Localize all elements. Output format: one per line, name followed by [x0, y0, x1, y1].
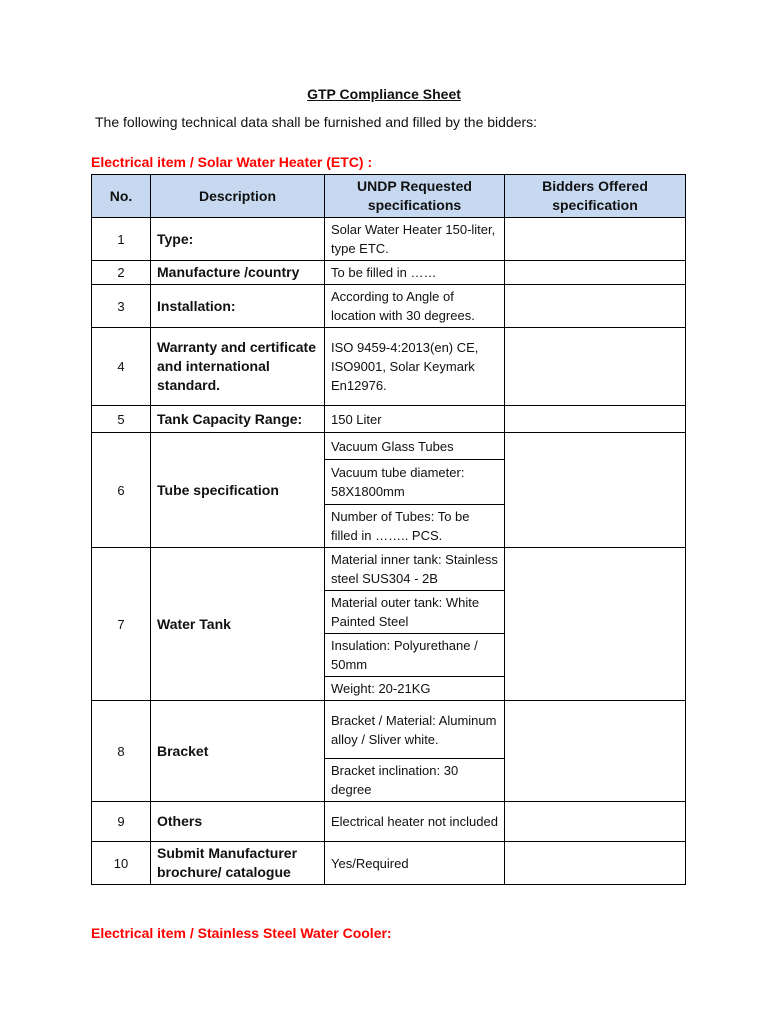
header-undp-specifications: UNDP Requested specifications — [325, 175, 505, 218]
row-spec: Bracket / Material: Aluminum alloy / Sliver white. — [325, 701, 505, 759]
row-spec: Solar Water Heater 150-liter, type ETC. — [325, 218, 505, 261]
row-description: Bracket — [151, 701, 325, 802]
bidder-entry-cell[interactable] — [505, 842, 686, 885]
row-no: 8 — [92, 701, 151, 802]
bidder-entry-cell[interactable] — [505, 261, 686, 285]
section-title-solar-water-heater: Electrical item / Solar Water Heater (ETC) : — [91, 154, 373, 170]
row-no: 4 — [92, 328, 151, 406]
row-description: Warranty and certificate and international standard. — [151, 328, 325, 406]
row-description: Type: — [151, 218, 325, 261]
row-spec: Vacuum Glass Tubes — [325, 433, 505, 460]
row-description: Installation: — [151, 285, 325, 328]
header-bidders-specification: Bidders Offered specification — [505, 175, 686, 218]
row-no: 7 — [92, 548, 151, 701]
row-description: Water Tank — [151, 548, 325, 701]
page-title: GTP Compliance Sheet — [307, 86, 461, 102]
intro-text: The following technical data shall be furnished and filled by the bidders: — [95, 114, 538, 130]
bidder-entry-cell[interactable] — [505, 406, 686, 433]
row-spec: Material inner tank: Stainless steel SUS304 - 2B — [325, 548, 505, 591]
row-spec: Vacuum tube diameter: 58X1800mm — [325, 460, 505, 505]
row-spec: According to Angle of location with 30 degrees. — [325, 285, 505, 328]
row-no: 9 — [92, 802, 151, 842]
row-spec: Electrical heater not included — [325, 802, 505, 842]
header-description: Description — [151, 175, 325, 218]
row-description: Manufacture /country — [151, 261, 325, 285]
compliance-table — [91, 174, 686, 885]
row-no: 10 — [92, 842, 151, 885]
row-spec: Yes/Required — [325, 842, 505, 885]
bidder-entry-cell[interactable] — [505, 701, 686, 802]
row-spec: Weight: 20-21KG — [325, 677, 505, 701]
row-no: 5 — [92, 406, 151, 433]
row-spec: 150 Liter — [325, 406, 505, 433]
section-title-water-cooler: Electrical item / Stainless Steel Water Cooler: — [91, 925, 392, 941]
row-description: Tank Capacity Range: — [151, 406, 325, 433]
row-spec: To be filled in …… — [325, 261, 505, 285]
bidder-entry-cell[interactable] — [505, 548, 686, 701]
row-no: 2 — [92, 261, 151, 285]
bidder-entry-cell[interactable] — [505, 218, 686, 261]
bidder-entry-cell[interactable] — [505, 802, 686, 842]
row-description: Tube specification — [151, 433, 325, 548]
row-description: Submit Manufacturer brochure/ catalogue — [151, 842, 325, 885]
row-spec: ISO 9459-4:2013(en) CE, ISO9001, Solar Keymark En12976. — [325, 328, 505, 406]
bidder-entry-cell[interactable] — [505, 433, 686, 548]
row-spec: Number of Tubes: To be filled in …….. PCS. — [325, 505, 505, 548]
row-description: Others — [151, 802, 325, 842]
bidder-entry-cell[interactable] — [505, 328, 686, 406]
row-no: 1 — [92, 218, 151, 261]
row-spec: Insulation: Polyurethane / 50mm — [325, 634, 505, 677]
row-no: 6 — [92, 433, 151, 548]
header-no: No. — [92, 175, 151, 218]
row-spec: Material outer tank: White Painted Steel — [325, 591, 505, 634]
row-spec: Bracket inclination: 30 degree — [325, 759, 505, 802]
row-no: 3 — [92, 285, 151, 328]
bidder-entry-cell[interactable] — [505, 285, 686, 328]
